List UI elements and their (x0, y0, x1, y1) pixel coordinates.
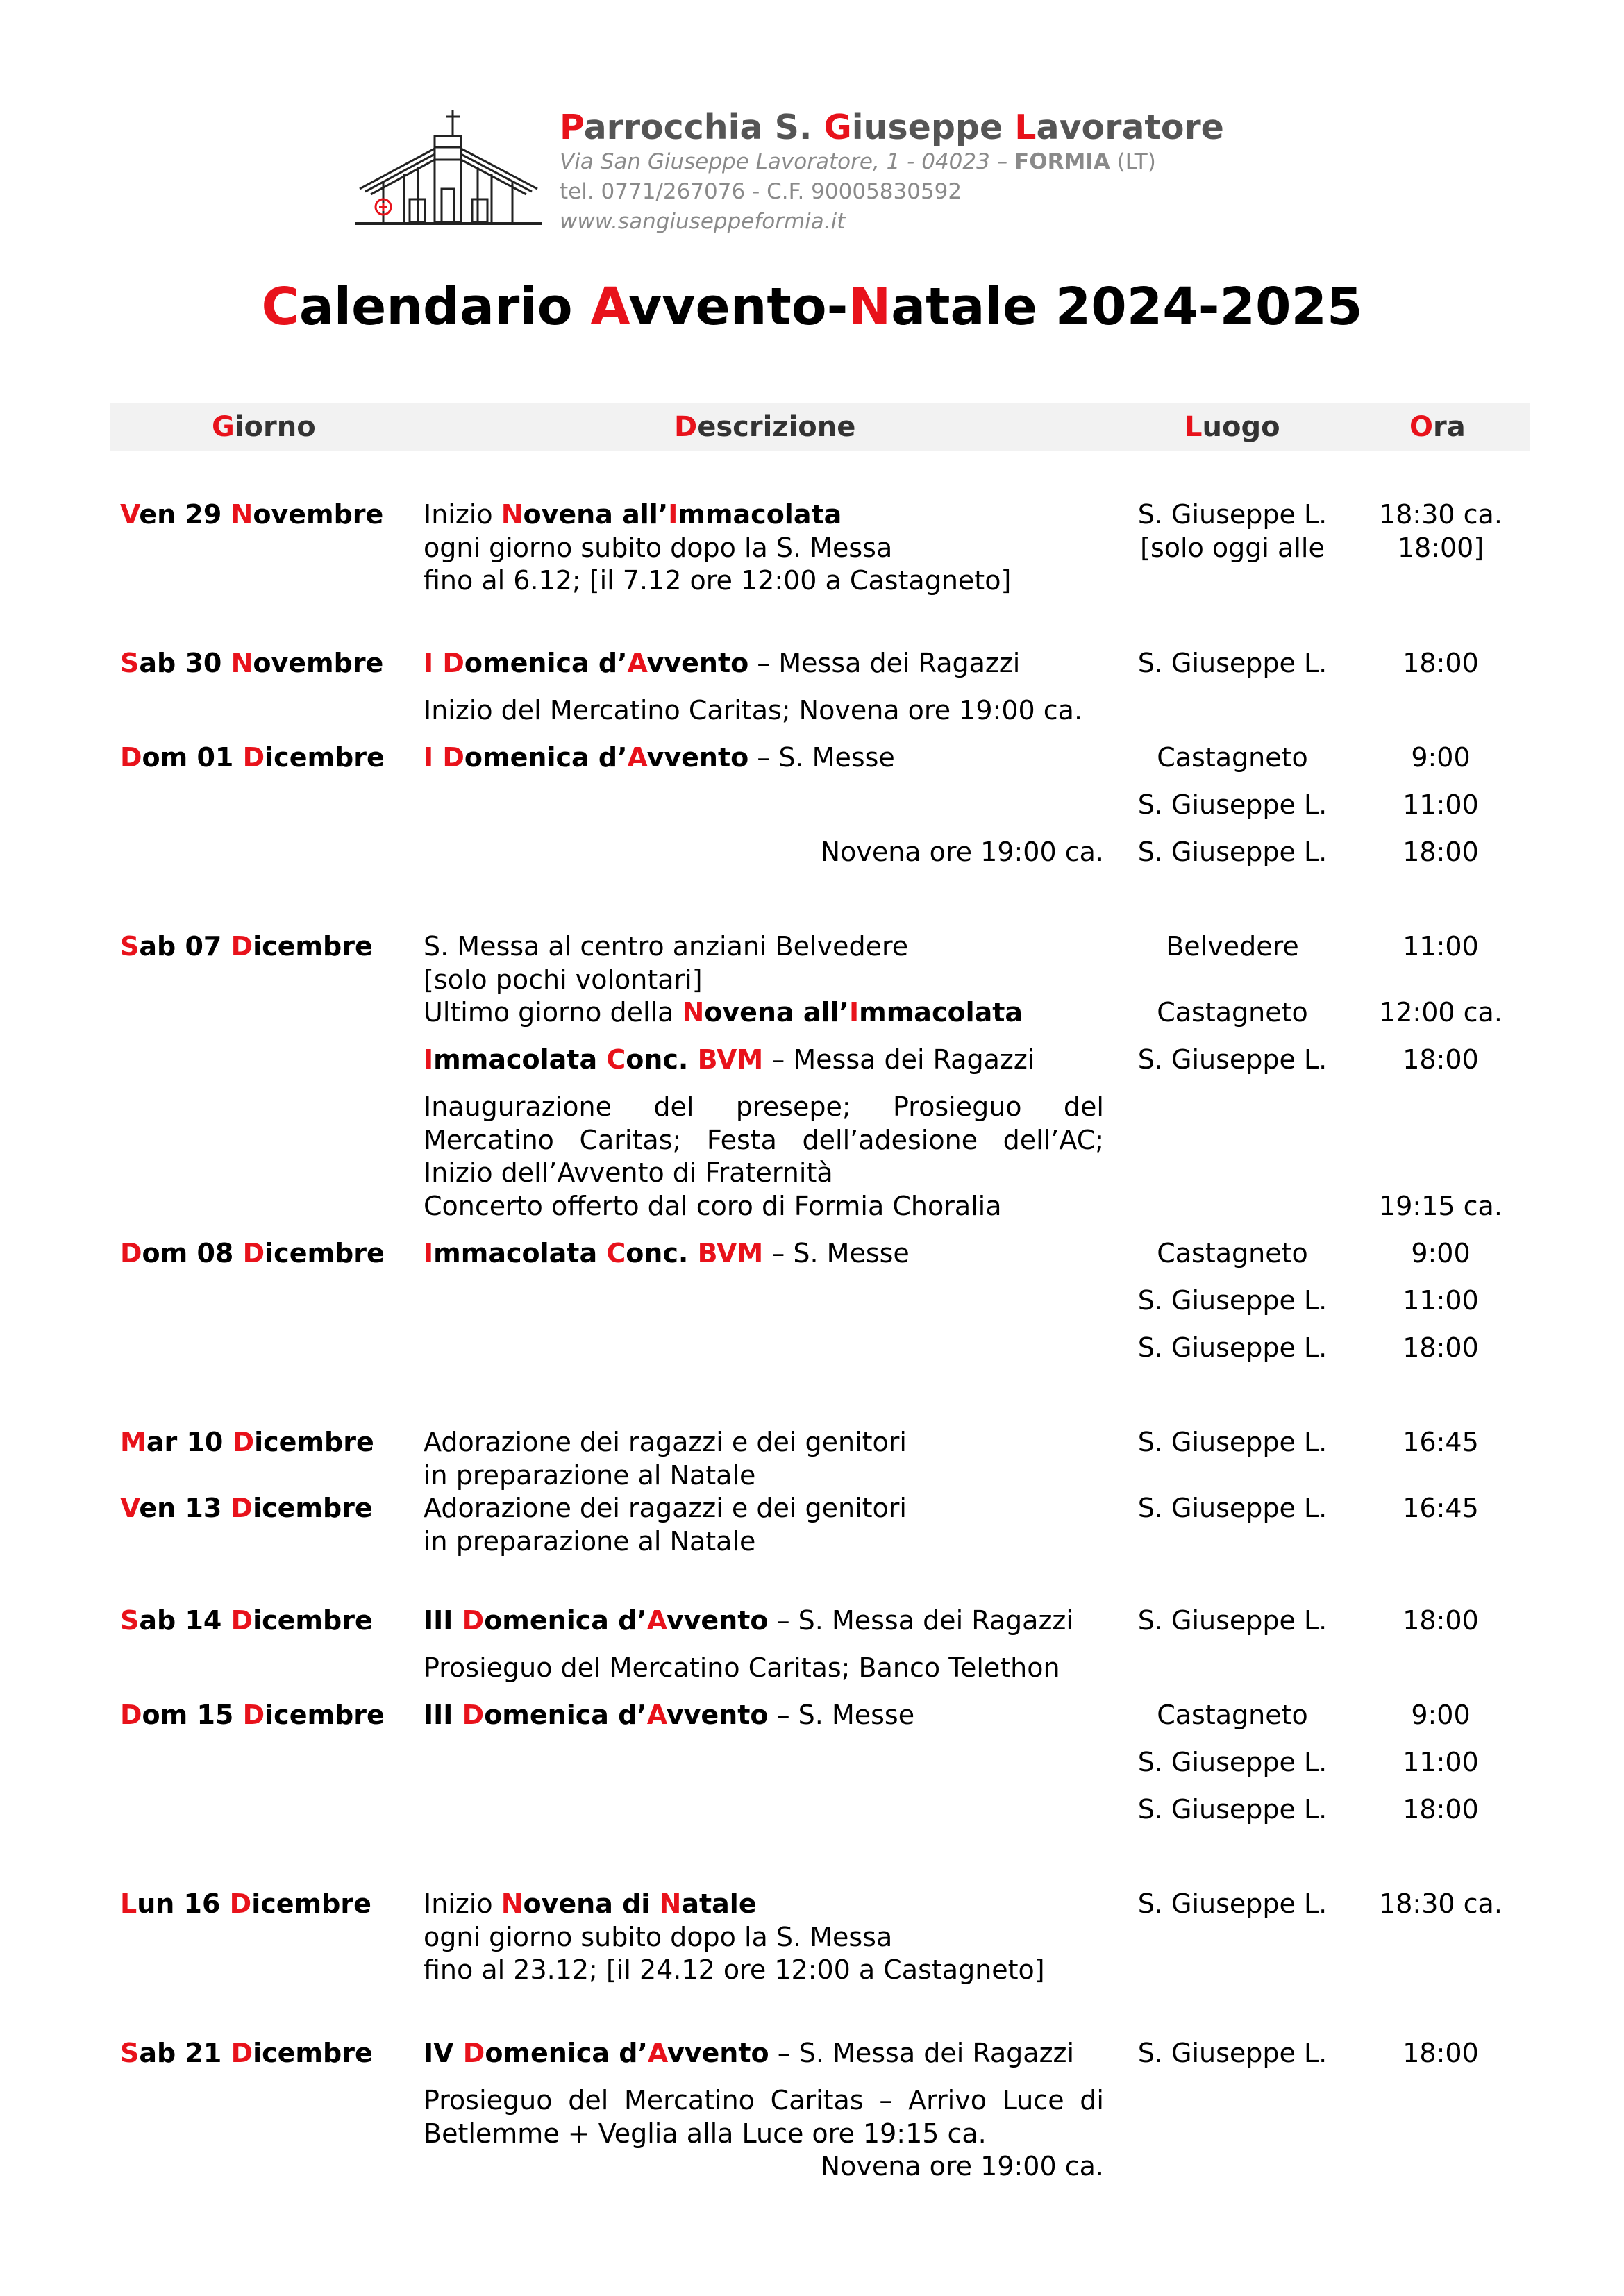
row-place: S. Giuseppe L. (1137, 1794, 1328, 1825)
row-description: I Domenica d’Avvento – Messa dei Ragazzi (424, 648, 1021, 678)
row-description: Ultimo giorno della Novena all’Immacolata (424, 997, 1023, 1028)
row-time: 11:00 (1403, 931, 1479, 962)
row-place: Belvedere (1166, 931, 1299, 962)
row-place: Castagneto (1157, 997, 1308, 1028)
row-time: 11:00 (1403, 1285, 1479, 1316)
row-time: 18:30 ca. 18:00] (1379, 499, 1502, 563)
row-place: S. Giuseppe L. (1137, 1427, 1328, 1457)
parish-website: www.sangiuseppeformia.it (560, 208, 846, 234)
row-description: S. Messa al centro anziani Belvedere [solo pochi volontari] (424, 931, 909, 995)
row-note: Prosieguo del Mercatino Caritas; Banco Telethon (424, 1652, 1060, 1683)
row-time: 18:00 (1403, 648, 1479, 678)
row-note: Prosieguo del Mercatino Caritas – Arrivo Luce di Betlemme + Veglia alla Luce ore 19:15 ca. (424, 2085, 1104, 2149)
row-day: Sab 07 Dicembre (120, 931, 373, 962)
row-note: Novena ore 19:00 ca. (820, 837, 1104, 867)
row-day: Ven 13 Dicembre (120, 1493, 373, 1523)
row-day: Mar 10 Dicembre (120, 1427, 374, 1457)
row-place: S. Giuseppe L. (1137, 1044, 1328, 1075)
row-description: Adorazione dei ragazzi e dei genitori in preparazione al Natale (424, 1493, 907, 1557)
row-place: Castagneto (1157, 742, 1308, 773)
row-description: I Domenica d’Avvento – S. Messe (424, 742, 895, 773)
page-title: Calendario Avvento-Natale 2024-2025 (261, 277, 1363, 337)
row-time: 18:00 (1403, 837, 1479, 867)
row-time: 9:00 (1411, 1238, 1471, 1268)
row-place: S. Giuseppe L. (1137, 1285, 1328, 1316)
row-time: 18:00 (1403, 1605, 1479, 1636)
row-description: Immacolata Conc. BVM – S. Messe (424, 1238, 910, 1268)
row-description: Immacolata Conc. BVM – Messa dei Ragazzi (424, 1044, 1035, 1075)
row-time: 9:00 (1411, 1700, 1471, 1730)
row-time: 12:00 ca. (1379, 997, 1502, 1028)
column-header-description: Descrizione (674, 411, 856, 443)
row-place: S. Giuseppe L. [solo oggi alle (1137, 499, 1328, 563)
row-place: S. Giuseppe L. (1137, 837, 1328, 867)
row-description: Adorazione dei ragazzi e dei genitori in preparazione al Natale (424, 1427, 907, 1491)
row-time: 19:15 ca. (1379, 1191, 1502, 1221)
row-place: S. Giuseppe L. (1137, 2038, 1328, 2068)
row-day: Dom 08 Dicembre (120, 1238, 385, 1268)
row-time: 18:00 (1403, 1794, 1479, 1825)
row-day: Lun 16 Dicembre (120, 1888, 371, 1919)
row-day: Dom 01 Dicembre (120, 742, 385, 773)
row-time: 16:45 (1403, 1493, 1479, 1523)
parish-name: Parrocchia S. Giuseppe Lavoratore (560, 108, 1224, 147)
row-day: Dom 15 Dicembre (120, 1700, 385, 1730)
row-time: 18:00 (1403, 1044, 1479, 1075)
row-time: 16:45 (1403, 1427, 1479, 1457)
row-place: S. Giuseppe L. (1137, 1605, 1328, 1636)
row-place: S. Giuseppe L. (1137, 1747, 1328, 1777)
row-description: IV Domenica d’Avvento – S. Messa dei Ragazzi (424, 2038, 1075, 2068)
row-time: 18:00 (1403, 1332, 1479, 1363)
column-header-day: Giorno (212, 411, 316, 443)
row-time: 11:00 (1403, 1747, 1479, 1777)
row-note: Inizio del Mercatino Caritas; Novena ore 19:00 ca. (424, 695, 1083, 726)
row-note: Concerto offerto dal coro di Formia Choralia (424, 1191, 1002, 1221)
table-header (110, 403, 1530, 451)
row-time: 18:00 (1403, 2038, 1479, 2068)
row-place: S. Giuseppe L. (1137, 648, 1328, 678)
row-place: S. Giuseppe L. (1137, 789, 1328, 820)
row-day: Sab 14 Dicembre (120, 1605, 373, 1636)
parish-info (560, 108, 1462, 237)
row-time: 11:00 (1403, 789, 1479, 820)
row-description: III Domenica d’Avvento – S. Messa dei Ragazzi (424, 1605, 1073, 1636)
row-place: S. Giuseppe L. (1137, 1493, 1328, 1523)
row-note: Inaugurazione del presepe; Prosieguo del Mercatino Caritas; Festa dell’adesione dell’AC; Inizio dell’Avvento di Fraternità (424, 1091, 1104, 1188)
row-time: 9:00 (1411, 742, 1471, 773)
row-time: 18:30 ca. (1379, 1888, 1502, 1919)
row-place: Castagneto (1157, 1238, 1308, 1268)
parish-phone: tel. 0771/267076 - C.F. 90005830592 (560, 179, 962, 205)
row-place: Castagneto (1157, 1700, 1308, 1730)
parish-address: Via San Giuseppe Lavoratore, 1 - 04023 – FORMIA (LT) (560, 149, 1156, 175)
row-description: III Domenica d’Avvento – S. Messe (424, 1700, 915, 1730)
row-description: Inizio Novena all’Immacolata ogni giorno subito dopo la S. Messa fino al 6.12; [il 7.12 ore 12:00 a Castagneto] (424, 499, 1012, 596)
row-day: Sab 21 Dicembre (120, 2038, 373, 2068)
row-day: Ven 29 Novembre (120, 499, 384, 530)
column-header-place: Luogo (1184, 411, 1280, 443)
row-note: Novena ore 19:00 ca. (820, 2151, 1104, 2181)
row-description: Inizio Novena di Natale ogni giorno subito dopo la S. Messa fino al 23.12; [il 24.12 ore 12:00 a Castagneto] (424, 1888, 1045, 1985)
parish-church-logo (355, 106, 542, 229)
row-place: S. Giuseppe L. (1137, 1332, 1328, 1363)
column-header-time: Ora (1409, 411, 1466, 443)
row-day: Sab 30 Novembre (120, 648, 384, 678)
row-place: S. Giuseppe L. (1137, 1888, 1328, 1919)
